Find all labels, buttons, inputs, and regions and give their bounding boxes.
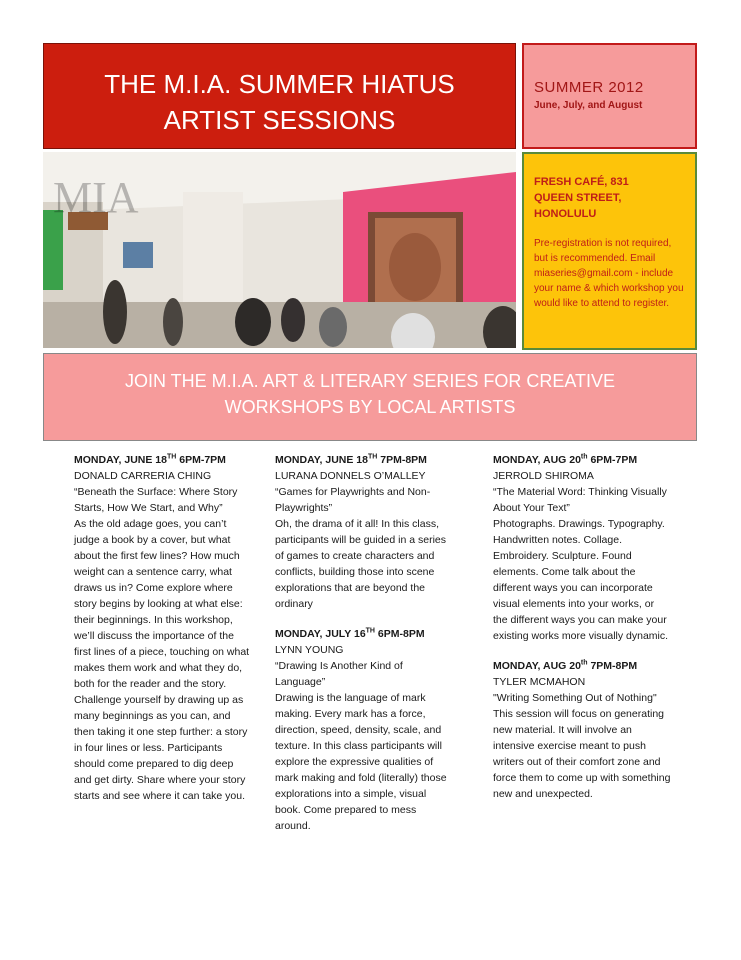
session-title: “Games for Playwrights and Non-Playwrights” xyxy=(275,486,431,514)
session-description: Oh, the drama of it all! In this class, participants will be guided in a series of games to create characters and conflicts, building those into scene explorations that are beyond the ordinary xyxy=(275,518,447,610)
page-title-line2: ARTIST SESSIONS xyxy=(163,105,396,135)
title-box xyxy=(43,43,516,149)
column-1 xyxy=(74,452,252,818)
session-block xyxy=(74,452,252,804)
session-heading: MONDAY, JUNE 18TH 7PM-8PM xyxy=(275,453,427,466)
session-artist: DONALD CARRERIA CHING xyxy=(74,470,212,482)
session-artist: TYLER MCMAHON xyxy=(493,676,586,688)
session-heading: MONDAY, AUG 20th 7PM-8PM xyxy=(493,659,638,672)
session-heading: MONDAY, AUG 20th 6PM-7PM xyxy=(493,453,638,466)
session-title: “The Material Word: Thinking Visually About Your Text” xyxy=(493,486,667,514)
season-box xyxy=(522,43,697,149)
banner-line2: WORKSHOPS BY LOCAL ARTISTS xyxy=(224,397,516,417)
session-description: This session will focus on generating new material. It will involve an intensive exercise meant to push writers out of their comfort zone and force them to come up with something new and unexpected. xyxy=(493,708,671,800)
banner-line1: JOIN THE M.I.A. ART & LITERARY SERIES FOR CREATIVE xyxy=(124,371,616,391)
registration-info: Pre-registration is not required, but is recommended. Email miaseries@gmail.com - include your name & which workshop you would like to attend to register. xyxy=(534,238,684,309)
session-artist: JERROLD SHIROMA xyxy=(493,470,594,482)
session-heading: MONDAY, JULY 16TH 6PM-8PM xyxy=(275,627,425,640)
session-block xyxy=(275,452,453,612)
season-title: SUMMER 2012 xyxy=(534,79,644,96)
session-artist: LYNN YOUNG xyxy=(275,644,344,656)
venue-line3: HONOLULU xyxy=(534,208,597,220)
gallery-photo-illustration xyxy=(43,152,516,348)
session-title: "Writing Something Out of Nothing" xyxy=(493,692,657,704)
session-block xyxy=(275,626,453,834)
venue-line2: QUEEN STREET, xyxy=(534,192,622,204)
gallery-photo xyxy=(43,152,516,348)
page-title-line1: THE M.I.A. SUMMER HIATUS xyxy=(104,69,455,99)
photo-watermark: MIA xyxy=(53,173,139,222)
session-title: “Drawing Is Another Kind of Language” xyxy=(275,660,403,688)
column-3 xyxy=(493,452,671,816)
venue-line1: FRESH CAFÉ, 831 xyxy=(534,176,629,188)
session-artist: LURANA DONNELS O’MALLEY xyxy=(275,470,426,482)
season-months: June, July, and August xyxy=(534,100,643,111)
column-2 xyxy=(275,452,453,848)
session-heading: MONDAY, JUNE 18TH 6PM-7PM xyxy=(74,453,226,466)
session-title: “Beneath the Surface: Where Story Starts, How We Start, and Why” xyxy=(74,486,238,514)
venue-name xyxy=(534,174,687,222)
session-description: Photographs. Drawings. Typography. Handwritten notes. Collage. Embroidery. Sculpture. Found elements. Come talk about the different ways you can incorporate visual elements into your works, or the different ways you can make your existing works more visually dynamic. xyxy=(493,518,669,642)
venue-box xyxy=(522,152,697,350)
session-description: Drawing is the language of mark making. Every mark has a force, direction, speed, density, scale, and texture. In this class participants will explore the expressive qualities of mark making and fold (literally) those explorations into a simple, visual book. Come prepared to mess around. xyxy=(275,692,447,832)
session-block xyxy=(493,452,671,644)
session-description: As the old adage goes, you can’t judge a book by a cover, but what about the first few lines? How much weight can a sentence carry, what draws us in? Come explore where story begins by looking at what else: their beginnings. In this workshop, we’ll discuss the importance of the first lines of a piece, touching on what makes them work and what they do, both for the reader and the story. Challenge yourself by drawing up as many beginnings as you can, and then taking it one step further: a story in four lines or less. Participants should come prepared to dig deep and get dirty. Share where your story starts and see where it can take you. xyxy=(74,518,250,802)
session-block xyxy=(493,658,671,802)
banner xyxy=(43,353,697,441)
